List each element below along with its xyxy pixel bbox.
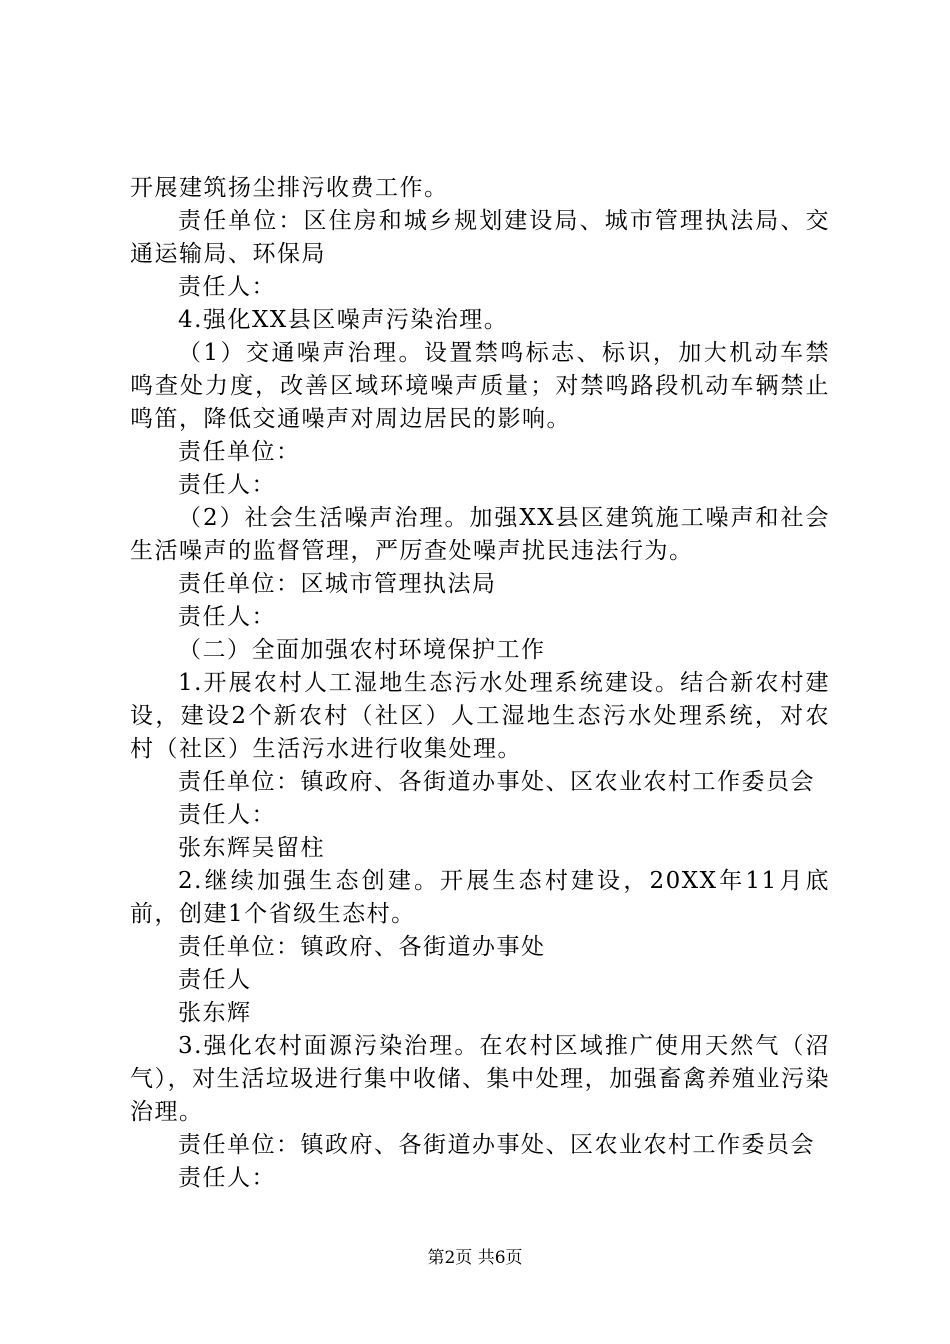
paragraph: （2）社会生活噪声治理。加强XX县区建筑施工噪声和社会生活噪声的监督管理，严厉查处噪声扰民违法行为。 [130, 505, 830, 564]
paragraph: 责任单位：镇政府、各街道办事处、区农业农村工作委员会 [178, 769, 815, 795]
paragraph: 1.开展农村人工湿地生态污水处理系统建设。结合新农村建设，建设2个新农村（社区）人工湿地生态污水处理系统，对农村（社区）生活污水进行收集处理。 [130, 670, 830, 762]
page-footer: 第2页 共6页 [427, 1248, 523, 1268]
paragraph: 责任单位：镇政府、各街道办事处 [178, 934, 546, 960]
paragraph: 张东辉 [178, 1000, 252, 1026]
paragraph: 4.强化XX县区噪声污染治理。 [178, 307, 509, 333]
paragraph: 责任人： [178, 472, 276, 498]
paragraph: 责任人： [178, 604, 276, 630]
paragraph: 责任人： [178, 274, 276, 300]
paragraph: 2.继续加强生态创建。开展生态村建设，20XX年11月底前，创建1个省级生态村。 [130, 868, 830, 927]
paragraph: 责任单位： [178, 439, 301, 465]
paragraph: 张东辉吴留柱 [178, 835, 325, 861]
paragraph: 开展建筑扬尘排污收费工作。 [130, 175, 449, 201]
paragraph: 3.强化农村面源污染治理。在农村区域推广使用天然气（沼气），对生活垃圾进行集中收储、集中处理，加强畜禽养殖业污染治理。 [130, 1033, 830, 1125]
paragraph: 责任单位：区住房和城乡规划建设局、城市管理执法局、交通运输局、环保局 [130, 208, 830, 267]
paragraph: 责任单位：镇政府、各街道办事处、区农业农村工作委员会 [178, 1132, 815, 1158]
paragraph: （二）全面加强农村环境保护工作 [178, 637, 546, 663]
paragraph: （1）交通噪声治理。设置禁鸣标志、标识，加大机动车禁鸣查处力度，改善区域环境噪声质量；对禁鸣路段机动车辆禁止鸣笛，降低交通噪声对周边居民的影响。 [130, 340, 830, 432]
paragraph: 责任人： [178, 802, 276, 828]
paragraph: 责任单位：区城市管理执法局 [178, 571, 497, 597]
document-body [130, 172, 830, 1195]
paragraph: 责任人 [178, 967, 252, 993]
paragraph: 责任人： [178, 1165, 276, 1191]
